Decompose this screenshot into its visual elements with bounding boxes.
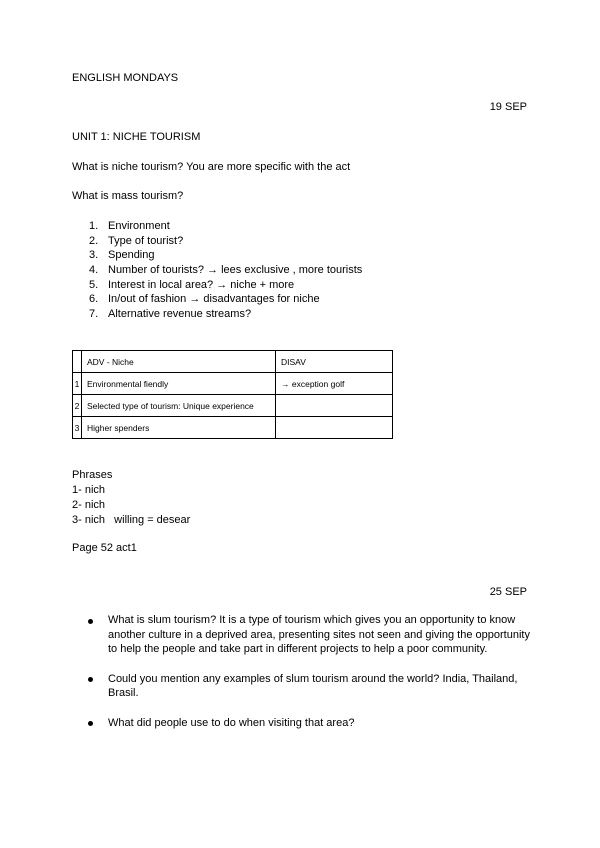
list-item: 7. Alternative revenue streams?	[89, 308, 252, 321]
table-cell: 1	[73, 373, 82, 395]
table-row	[73, 395, 393, 417]
table-cell	[276, 395, 393, 417]
table-row	[73, 373, 393, 395]
slum-tourism-questions	[72, 613, 530, 745]
phrase-item: 3- nich willing = desear	[72, 514, 191, 526]
list-item: 1. Environment	[89, 220, 170, 232]
list-item: 6. In/out of fashion → disadvantages for niche	[89, 293, 320, 306]
list-item: 3. Spending	[89, 249, 155, 262]
table-cell: → exception golf	[276, 373, 393, 395]
table-row	[73, 417, 393, 439]
table-cell: Higher spenders	[82, 417, 276, 439]
bullet-icon	[88, 721, 93, 726]
phrases-heading: Phrases	[72, 469, 113, 481]
bullet-icon	[88, 677, 93, 682]
table-header-row	[73, 351, 393, 373]
mass-tourism-question: What is mass tourism?	[72, 190, 184, 202]
date-heading-19-sep: 19 SEP	[489, 101, 527, 113]
table-header-cell: ADV - Niche	[82, 351, 276, 373]
table-header-cell: DISAV	[276, 351, 393, 373]
list-item: Could you mention any examples of slum tourism around the world? India, Thailand, Brasil.	[72, 672, 530, 701]
list-item: 5. Interest in local area? → niche + more	[89, 278, 295, 291]
phrase-item: 1- nich	[72, 484, 106, 496]
list-item: What is slum tourism? It is a type of tourism which gives you an opportunity to know another culture in a deprived area, presenting sites not seen and giving the opportunity to help the people and take part in different projects to help a poor community.	[72, 613, 530, 657]
niche-tourism-question: What is niche tourism? You are more specific with the act	[72, 161, 351, 173]
list-item: What did people use to do when visiting that area?	[72, 716, 530, 731]
unit-heading: UNIT 1: NICHE TOURISM	[72, 131, 201, 143]
date-heading-25-sep: 25 SEP	[489, 586, 527, 598]
table-cell: Selected type of tourism: Unique experience	[82, 395, 276, 417]
table-cell: Environmental fiendly	[82, 373, 276, 395]
table-cell: 3	[73, 417, 82, 439]
document-title: ENGLISH MONDAYS	[72, 72, 179, 84]
advantages-disadvantages-table	[72, 350, 393, 439]
phrases-section	[72, 468, 190, 528]
table-cell: 2	[73, 395, 82, 417]
page-reference: Page 52 act1	[72, 542, 137, 554]
bullet-icon	[88, 619, 93, 624]
list-item: 2. Type of tourist?	[89, 234, 184, 247]
table-cell	[276, 417, 393, 439]
list-item: 4. Number of tourists? → lees exclusive , more tourists	[89, 264, 363, 277]
phrase-item: 2- nich	[72, 499, 106, 511]
table-header-cell	[73, 351, 82, 373]
factors-list	[72, 219, 362, 322]
